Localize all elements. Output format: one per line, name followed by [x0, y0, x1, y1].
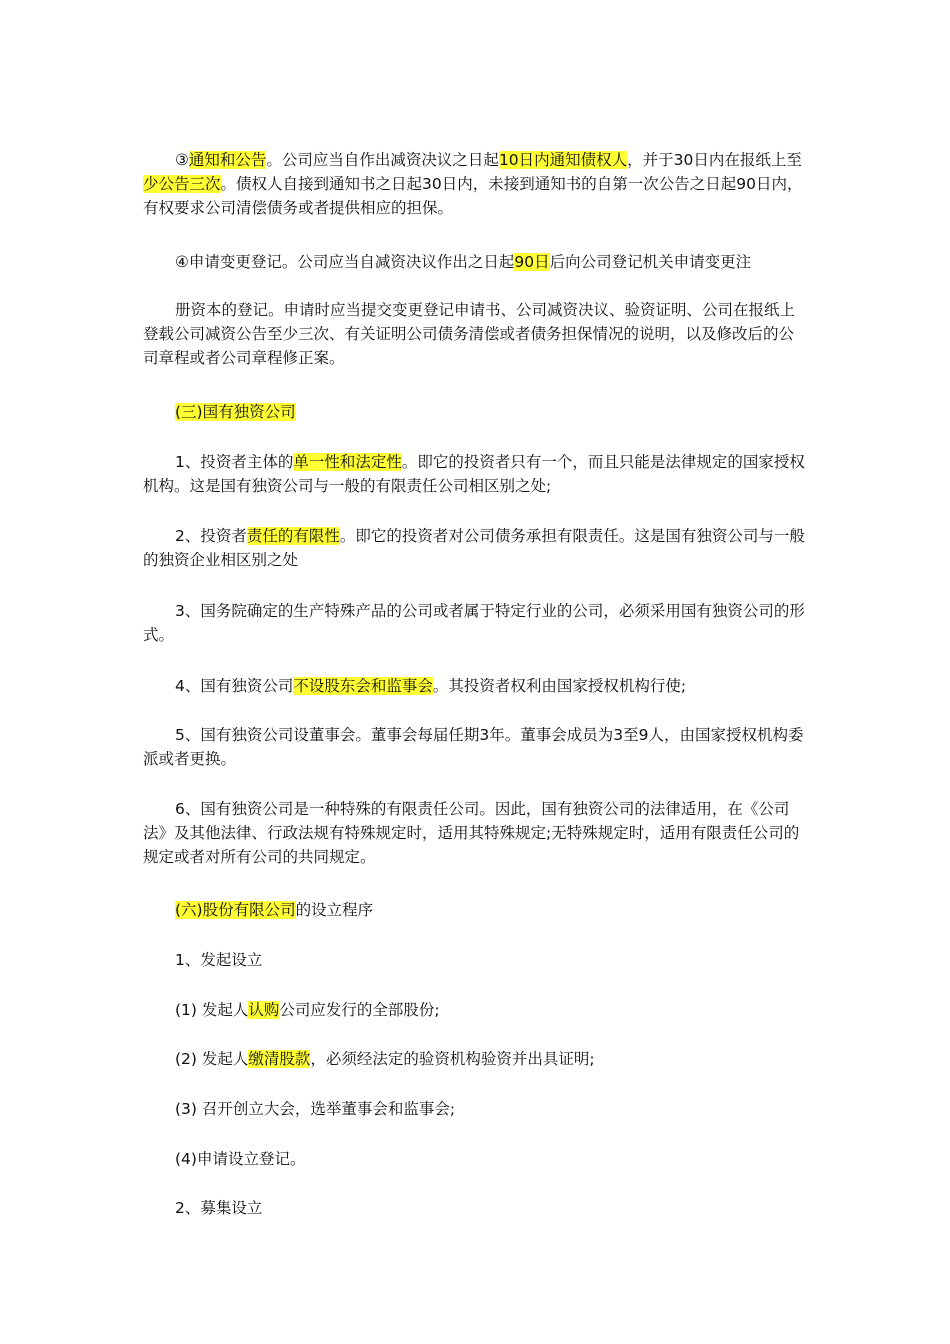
text: (1) 发起人 — [175, 1001, 249, 1019]
highlight-heading: (六)股份有限公司 — [175, 901, 296, 919]
highlight: 单一性和法定性 — [293, 453, 402, 471]
text: 。公司应当自作出减资决议之日起 — [266, 151, 499, 169]
paragraph-notice — [143, 148, 809, 220]
sub-item-3: (3) 召开创立大会，选举董事会和监事会; — [175, 1100, 456, 1118]
text: 。即它的投资者对公司债务承担有限责任。这是国有独资公司与一般的独资企业相区别之处 — [143, 527, 805, 569]
text: 公司应发行的全部股份; — [279, 1001, 440, 1019]
paragraph-register-continued: 册资本的登记。申请时应当提交变更登记申请书、公司减资决议、验资证明、公司在报纸上登载公司减资公告至少三次、有关证明公司债务清偿或者债务担保情况的说明，以及修改后的公司章程或者公司章程修正案。 — [143, 301, 796, 367]
list-item-1 — [143, 450, 809, 498]
text: (2) 发起人 — [175, 1050, 249, 1068]
highlight-heading: (三)国有独资公司 — [175, 403, 296, 421]
highlight: 认购 — [248, 1001, 280, 1019]
highlight-title: 通知和公告 — [188, 151, 267, 169]
subheading-promote: 1、发起设立 — [175, 951, 263, 969]
text: 4、国有独资公司 — [175, 677, 294, 695]
section-heading-state-owned — [143, 400, 809, 424]
text: 。其投资者权利由国家授权机构行使; — [432, 677, 687, 695]
text: 2、投资者 — [175, 527, 247, 545]
highlight: 责任的有限性 — [246, 527, 340, 545]
sub-item-2 — [143, 1047, 809, 1071]
sub-item-1 — [143, 998, 809, 1022]
text: 。即它的投资者只有一个，而且只能是法律规定的国家授权机构。这是国有独资公司与一般的有限责任公司相区别之处; — [143, 453, 805, 495]
section-heading-joint-stock — [143, 898, 809, 922]
highlight-days: 10日内通知债权人 — [498, 151, 628, 169]
list-item-2 — [143, 524, 809, 572]
text: 的设立程序 — [295, 901, 374, 919]
text: 1、投资者主体的 — [175, 453, 294, 471]
list-item-5: 5、国有独资公司设董事会。董事会每届任期3年。董事会成员为3至9人，由国家授权机构委派或者更换。 — [143, 726, 804, 768]
text: 后向公司登记机关申请变更注 — [549, 253, 752, 271]
text: ，并于30日内在报纸上至 — [627, 151, 802, 169]
highlight: 不设股东会和监事会 — [293, 677, 433, 695]
list-item-3: 3、国务院确定的生产特殊产品的公司或者属于特定行业的公司，必须采用国有独资公司的形式。 — [143, 602, 805, 644]
text: ④申请变更登记。公司应当自减资决议作出之日起 — [175, 253, 515, 271]
highlight-days: 90日 — [514, 253, 550, 271]
sub-item-4: (4)申请设立登记。 — [175, 1150, 306, 1168]
subheading-raise: 2、募集设立 — [175, 1199, 263, 1217]
marker: ③ — [175, 151, 189, 169]
text: 。债权人自接到通知书之日起30日内，未接到通知书的自第一次公告之日起90日内，有权要求公司清偿债务或者提供相应的担保。 — [143, 175, 803, 217]
list-item-6: 6、国有独资公司是一种特殊的有限责任公司。因此，国有独资公司的法律适用，在《公司法》及其他法律、行政法规有特殊规定时，适用其特殊规定;无特殊规定时，适用有限责任公司的规定或者对所有公司的共同规定。 — [143, 800, 800, 866]
highlight-times: 少公告三次 — [143, 175, 221, 193]
text: ，必须经法定的验资机构验资并出具证明; — [310, 1050, 595, 1068]
highlight: 缴清股款 — [248, 1050, 311, 1068]
paragraph-register-change — [143, 250, 809, 274]
list-item-4 — [143, 674, 809, 698]
